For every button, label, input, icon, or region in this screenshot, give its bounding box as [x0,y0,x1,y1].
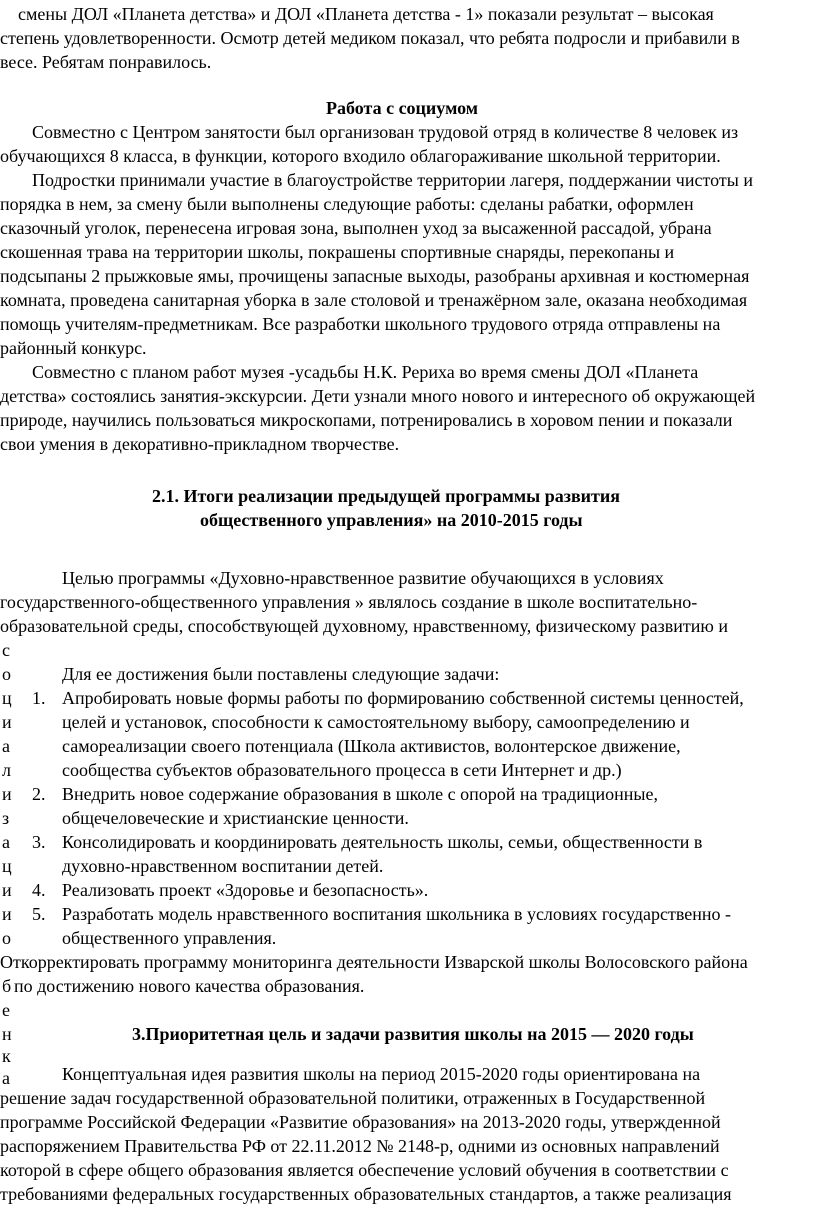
text-line: природе, научились пользоваться микроскопами, потренировались в хоровом пении и показали [0,410,733,430]
text-line: скошенная трава на территории школы, покрашены спортивные снаряды, перекопаны и [0,242,675,262]
text-line: требованиями федеральных государственных образовательных стандартов, а также реализация [0,1184,732,1204]
section-heading: 2.1. Итоги реализации предыдущей программы развития [152,486,621,506]
text-line: Целью программы «Духовно-нравственное развитие обучающихся в условиях [62,568,664,588]
section-heading: общественного управления» на 2010-2015 годы [200,510,583,530]
list-number: 2. [32,784,46,804]
list-item: сообщества субъектов образовательного процесса в сети Интернет и др.) [62,760,622,780]
text-line: детства» состоялись занятия-экскурсии. Дети узнали много нового и интересного об окружающей [0,386,756,406]
text-line: свои умения в декоративно-прикладном творчестве. [0,434,400,454]
list-item: общественного управления. [62,928,277,948]
list-number: 1. [32,688,46,708]
text-line: порядка в нем, за смену были выполнены следующие работы: сделаны рабатки, оформлен [0,194,694,214]
margin-letter: с [2,640,10,660]
text-line: по достижению нового качества образования. [14,976,365,996]
text-line: Концептуальная идея развития школы на период 2015-2020 годы ориентирована на [62,1064,701,1084]
margin-letter: к [2,1046,11,1066]
text-line: Откорректировать программу мониторинга деятельности Изварской школы Волосовского района [0,952,748,972]
list-item: общечеловеческие и христианские ценности. [62,808,409,828]
list-item: Разработать модель нравственного воспитания школьника в условиях государственно - [62,904,731,924]
margin-letter: а [2,832,10,852]
text-line: Подростки принимали участие в благоустройстве территории лагеря, поддержании чистоты и [32,170,753,190]
text-line: Совместно с планом работ музея -усадьбы Н.К. Рериха во время смены ДОЛ «Планета [32,362,699,382]
list-item: духовно-нравственном воспитании детей. [62,856,384,876]
list-item: Реализовать проект «Здоровье и безопасность». [62,880,429,900]
margin-letter: ц [2,688,12,708]
text-line: которой в сфере общего образования является обеспечение условий обучения в соответствии с [0,1160,729,1180]
text-line: Совместно с Центром занятости был организован трудовой отряд в количестве 8 человек из [32,122,739,142]
list-item: целей и установок, способности к самостоятельному выбору, самоопределению и [62,712,690,732]
margin-letter: и [2,712,12,732]
text-line: комната, проведена санитарная уборка в зале столовой и тренажёрном зале, оказана необходимая [0,290,748,310]
section-heading: 3.Приоритетная цель и задачи развития школы на 2015 — 2020 годы [132,1024,694,1044]
text-line: программе Российской Федерации «Развитие образования» на 2013-2020 годы, утвержденной [0,1112,721,1132]
text-line: районный конкурс. [0,338,147,358]
text-line: решение задач государственной образовательной политики, отраженных в Государственной [0,1088,706,1108]
section-heading: Работа с социумом [326,98,479,118]
margin-letter: б [2,976,12,996]
margin-letter: з [2,808,10,828]
text-line: степень удовлетворенности. Осмотр детей медиком показал, что ребята подросли и прибавили в [0,28,740,48]
text-line: весе. Ребятам понравилось. [0,52,212,72]
margin-letter: е [2,1000,10,1020]
text-line: помощь учителям-предметникам. Все разработки школьного трудового отряда отправлены на [0,314,721,334]
margin-letter: н [2,1024,12,1044]
margin-letter: о [2,664,11,684]
text-line: государственного-общественного управления » являлось создание в школе воспитательно- [0,592,698,612]
text-line: Для ее достижения были поставлены следующие задачи: [62,664,500,684]
text-line: обучающихся 8 класса, в функции, которого входило облагораживание школьной территории. [0,146,721,166]
text-line: подсыпаны 2 прыжковые ямы, прочищены запасные выходы, разобраны архивная и костюмерная [0,266,750,286]
margin-letter: а [2,1068,10,1088]
text-line: распоряжением Правительства РФ от 22.11.2012 № 2148-р, одними из основных направлений [0,1136,720,1156]
list-item: Апробировать новые формы работы по формированию собственной системы ценностей, [62,688,744,708]
margin-letter: о [2,928,11,948]
margin-letter: ц [2,856,12,876]
margin-letter: л [2,760,11,780]
list-item: самореализации своего потенциала (Школа активистов, волонтерское движение, [62,736,681,756]
margin-letter: и [2,880,12,900]
list-number: 3. [32,832,46,852]
margin-letter: а [2,736,10,756]
margin-letter: и [2,784,12,804]
margin-letter: и [2,904,12,924]
list-item: Внедрить новое содержание образования в школе с опорой на традиционные, [62,784,659,804]
list-item: Консолидировать и координировать деятельность школы, семьи, общественности в [62,832,703,852]
list-number: 5. [32,904,46,924]
text-line: сказочный уголок, перенесена игровая зона, выполнен уход за высаженной рассадой, убрана [0,218,712,238]
text-line: образовательной среды, способствующей духовному, нравственному, физическому развитию и [0,616,728,636]
text-line: смены ДОЛ «Планета детства» и ДОЛ «Планета детства - 1» показали результат – высокая [18,4,714,24]
list-number: 4. [32,880,46,900]
